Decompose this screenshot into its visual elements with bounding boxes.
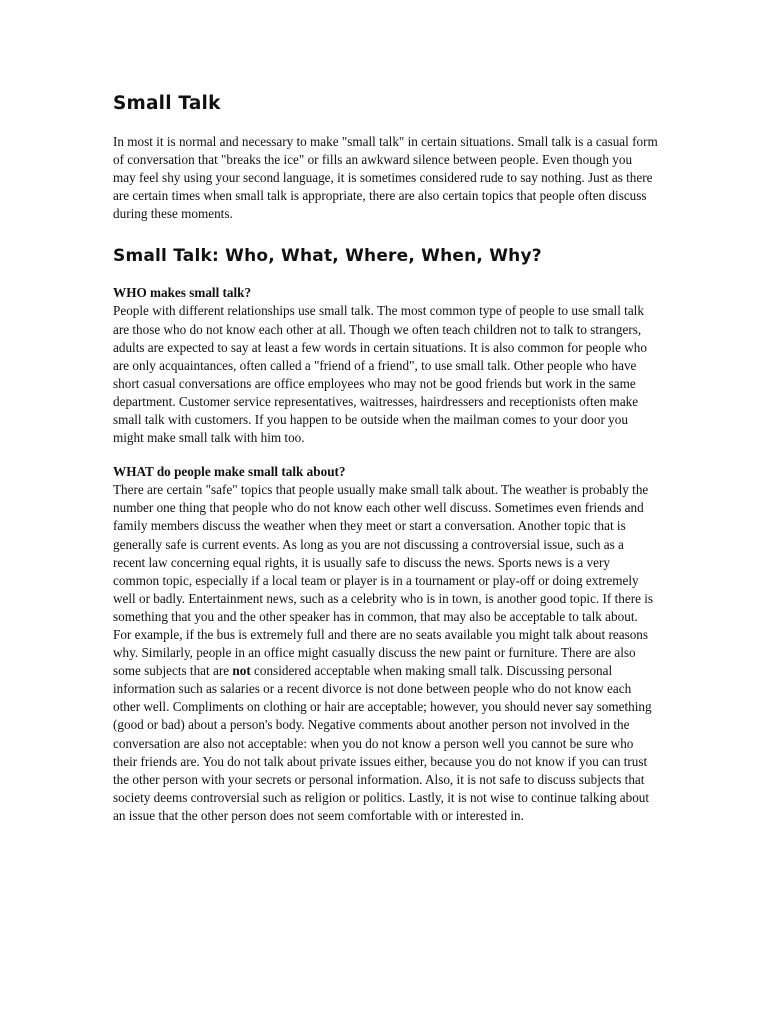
what-emphasis-not: not — [232, 663, 251, 679]
page-title: Small Talk — [113, 93, 221, 114]
who-heading: WHO makes small talk? — [113, 285, 252, 301]
what-text-part1: There are certain "safe" topics that people usually make small talk about. The weather is probably the number one thing that people who do not know each other well discuss. Sometimes even friends and family members discuss the weather when they meet or start a conversation. Another topic that is generally safe is current events. As long as you are not discussing a controversial issue, such as a recent law concerning equal rights, it is usually safe to discuss the news. Sports news is a very common topic, especially if a local team or player is in a tournament or play-off or doing extremely well or badly. Entertainment news, such as a celebrity who is in town, is another good topic. If there is something that you and the other speaker has in common, that may also be acceptable to talk about. For example, if the bus is extremely full and there are no seats available you might talk about reasons why. Similarly, people in an office might casually discuss the new paint or furniture. There are also some subjects that are — [113, 482, 654, 679]
what-paragraph — [113, 481, 658, 825]
section-heading: Small Talk: Who, What, Where, When, Why? — [113, 246, 542, 267]
who-paragraph: People with different relationships use small talk. The most common type of people to use small talk are those who do not know each other at all. Though we often teach children not to talk to strangers, adults are expected to say at least a few words in certain situations. It is also common for people who are only acquaintances, often called a "friend of a friend", to use small talk. Other people who have short casual conversations are office employees who may not be good friends but work in the same department. Customer service representatives, waitresses, hairdressers and receptionists often make small talk with customers. If you happen to be outside when the mailman comes to your door you might make small talk with him too. — [113, 303, 647, 446]
intro-paragraph: In most it is normal and necessary to make "small talk" in certain situations. Small talk is a casual form of conversation that "breaks the ice" or fills an awkward silence between people. Even though you may feel shy using your second language, it is sometimes considered rude to say nothing. Just as there are certain times when small talk is appropriate, there are also certain topics that people often discuss during these moments. — [113, 134, 658, 222]
what-text-part2: considered acceptable when making small talk. Discussing personal information such as salaries or a recent divorce is not done between people who do not know each other well. Compliments on clothing or hair are acceptable; however, you should never say something (good or bad) about a person's body. Negative comments about another person not involved in the conversation are also not acceptable: when you do not know a person well you cannot be sure who their friends are. You do not talk about private issues either, because you do not know if you can trust the other person with your secrets or personal information. Also, it is not safe to discuss subjects that society deems controversial such as religion or politics. Lastly, it is not wise to continue talking about an issue that the other person does not seem comfortable with or interested in. — [113, 663, 652, 823]
paragraph-spacer — [113, 447, 658, 463]
what-heading: WHAT do people make small talk about? — [113, 464, 346, 480]
document-body — [113, 92, 658, 825]
